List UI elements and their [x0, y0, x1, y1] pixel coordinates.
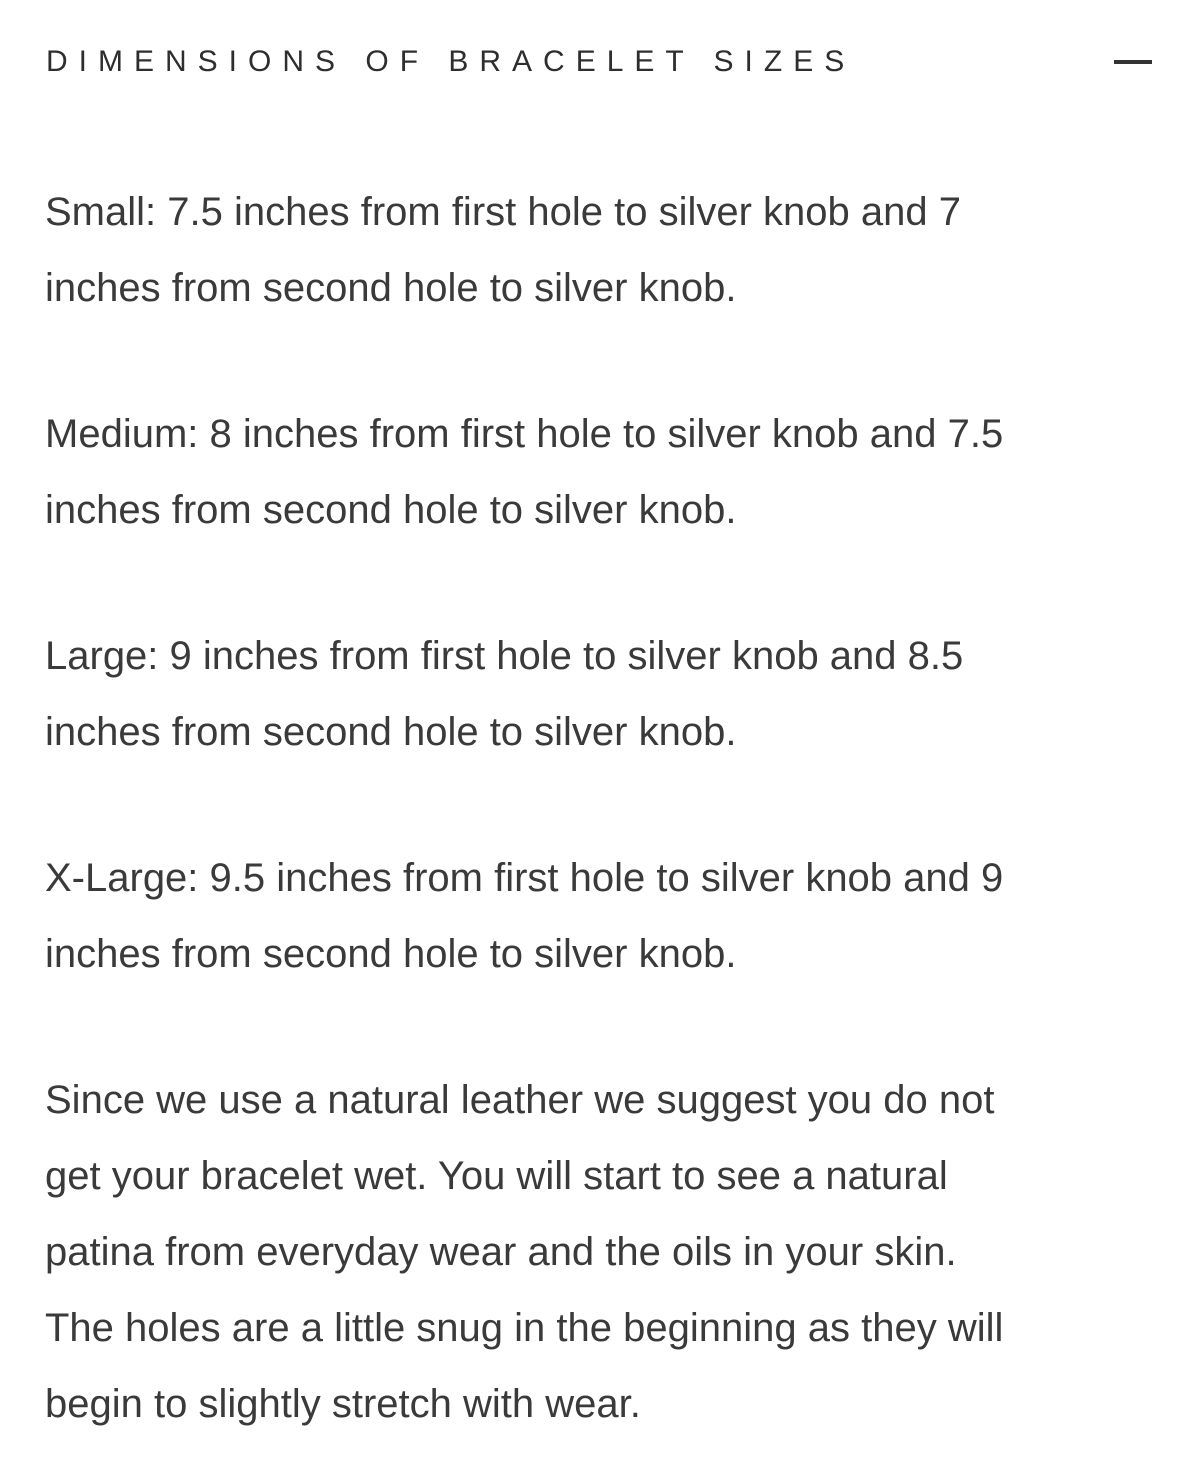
- text-line: inches from second hole to silver knob.: [45, 710, 737, 754]
- text-line: inches from second hole to silver knob.: [45, 266, 737, 310]
- text-line: inches from second hole to silver knob.: [45, 932, 737, 976]
- text-line: Medium: 8 inches from first hole to silver knob and 7.5: [45, 412, 1004, 456]
- text-line: Small: 7.5 inches from first hole to silver knob and 7: [45, 190, 961, 234]
- text-line: The holes are a little snug in the beginning as they will: [45, 1306, 1004, 1350]
- care-note-paragraph: [45, 1062, 1148, 1442]
- text-line: inches from second hole to silver knob.: [45, 488, 737, 532]
- text-line: Since we use a natural leather we suggest you do not: [45, 1078, 995, 1122]
- size-paragraph-large: [45, 618, 1148, 770]
- size-paragraph-xlarge: [45, 840, 1148, 992]
- accordion-content: [0, 174, 1178, 1442]
- text-line: begin to slightly stretch with wear.: [45, 1382, 641, 1426]
- text-line: get your bracelet wet. You will start to see a natural: [45, 1154, 948, 1198]
- text-line: X-Large: 9.5 inches from first hole to silver knob and 9: [45, 856, 1004, 900]
- accordion-title: DIMENSIONS OF BRACELET SIZES: [46, 45, 856, 78]
- size-paragraph-small: [45, 174, 1148, 326]
- accordion-header-dimensions[interactable]: [0, 0, 1178, 84]
- text-line: patina from everyday wear and the oils in your skin.: [45, 1230, 957, 1274]
- text-line: Large: 9 inches from first hole to silver knob and 8.5: [45, 634, 964, 678]
- size-paragraph-medium: [45, 396, 1148, 548]
- minus-icon[interactable]: [1114, 60, 1152, 64]
